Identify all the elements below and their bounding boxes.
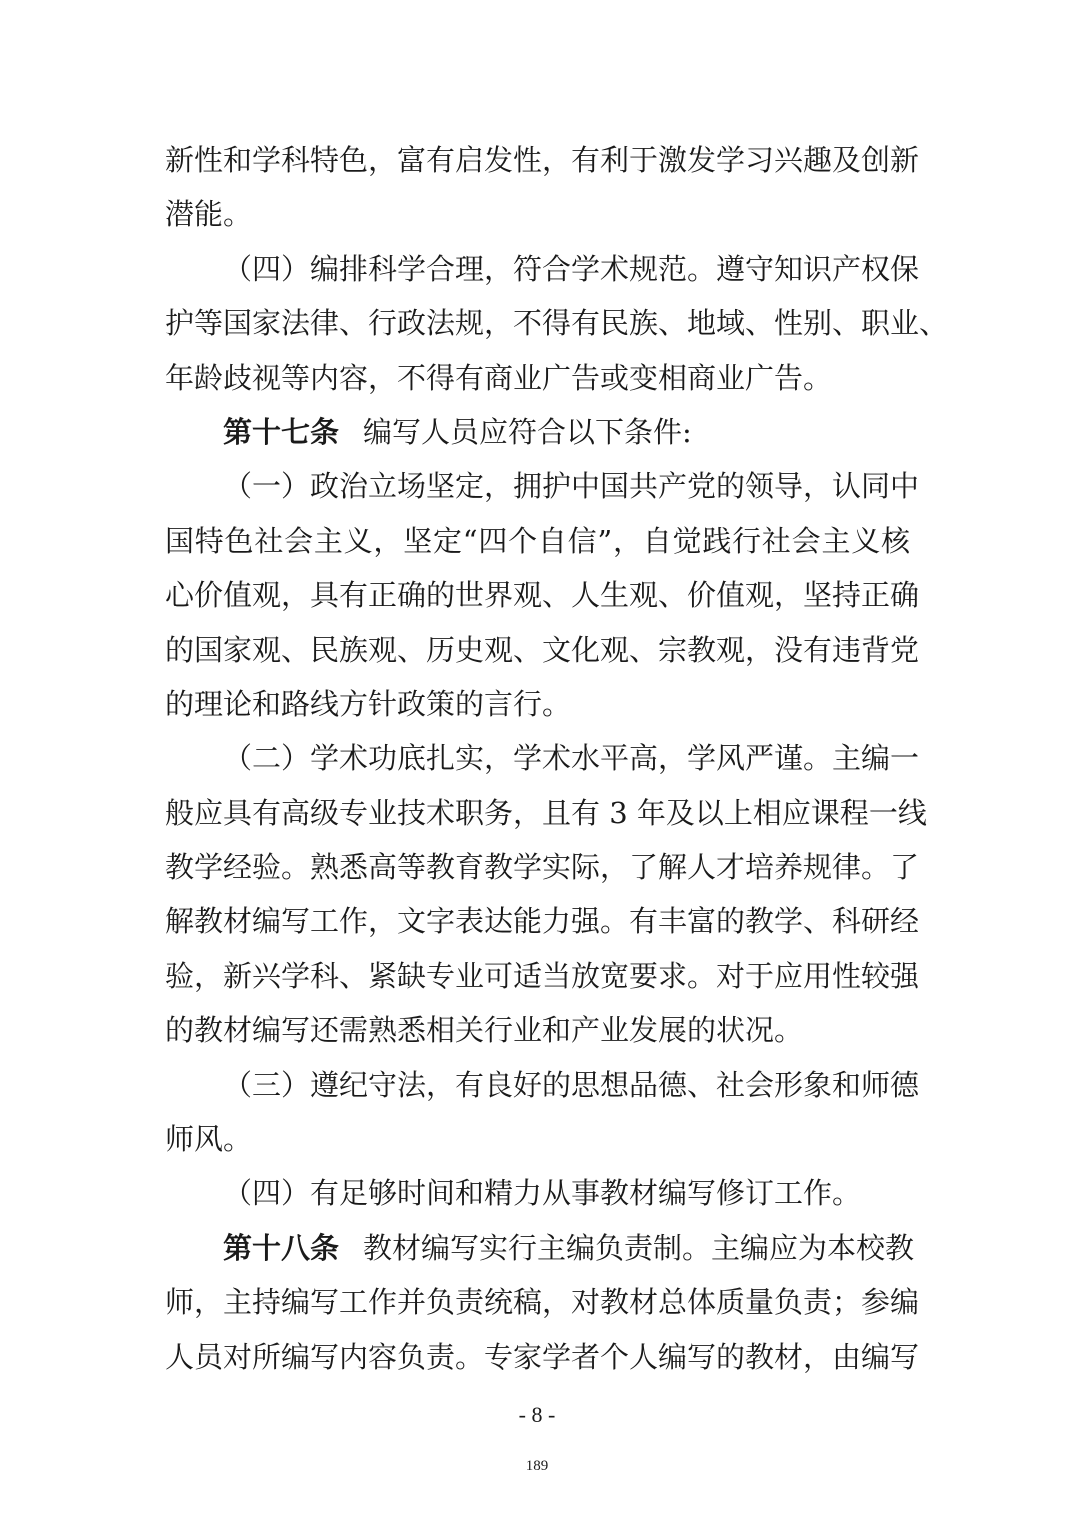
- text-line: 验，新兴学科、紧缺专业可适当放宽要求。对于应用性较强: [165, 958, 920, 993]
- article-number: 第十八条: [223, 1230, 340, 1265]
- text-line: 潜能。: [165, 197, 253, 232]
- text-line: （三）遵纪守法，有良好的思想品德、社会形象和师德: [223, 1067, 920, 1102]
- body-text: [165, 133, 949, 1384]
- page-number: - 8 -: [518, 1402, 556, 1427]
- article-text: 教材编写实行主编负责制。主编应为本校教: [363, 1230, 915, 1265]
- article-17-heading: [165, 405, 910, 459]
- article-18-heading: [165, 1221, 915, 1275]
- sheet-number: 189: [525, 1458, 549, 1474]
- text-line: 护等国家法律、行政法规，不得有民族、地域、性别、职业、: [165, 306, 949, 341]
- text-line: （一）政治立场坚定，拥护中国共产党的领导，认同中: [223, 469, 920, 504]
- text-line: 的教材编写还需熟悉相关行业和产业发展的状况。: [165, 1013, 804, 1048]
- text-line: （四）编排科学合理，符合学术规范。遵守知识产权保: [223, 251, 920, 286]
- text-line: 年龄歧视等内容，不得有商业广告或变相商业广告。: [165, 360, 833, 395]
- text-line: 的国家观、民族观、历史观、文化观、宗教观，没有违背党: [165, 632, 920, 667]
- text-line: 解教材编写工作，文字表达能力强。有丰富的教学、科研经: [165, 904, 920, 939]
- text-line: （二）学术功底扎实，学术水平高，学风严谨。主编一: [223, 741, 920, 776]
- text-line: 新性和学科特色，富有启发性，有利于激发学习兴趣及创新: [165, 143, 920, 177]
- text-line: （四）有足够时间和精力从事教材编写修订工作。: [223, 1176, 862, 1211]
- text-line: 教学经验。熟悉高等教育教学实际，了解人才培养规律。了: [165, 850, 920, 885]
- article-text: 编写人员应符合以下条件:: [363, 414, 692, 449]
- text-line: 师风。: [165, 1122, 253, 1157]
- text-line: 师，主持编写工作并负责统稿，对教材总体质量负责；参编: [165, 1285, 920, 1320]
- text-line: 的理论和路线方针政策的言行。: [165, 686, 572, 721]
- text-line: 心价值观，具有正确的世界观、人生观、价值观，坚持正确: [165, 578, 920, 613]
- text-line: 人员对所编写内容负责。专家学者个人编写的教材，由编写: [165, 1339, 920, 1374]
- text-line: 般应具有高级专业技术职务，且有 3 年及以上相应课程一线: [165, 795, 927, 830]
- text-line: 国特色社会主义，坚定“四个自信”，自觉践行社会主义核: [165, 523, 910, 558]
- article-number: 第十七条: [223, 414, 340, 449]
